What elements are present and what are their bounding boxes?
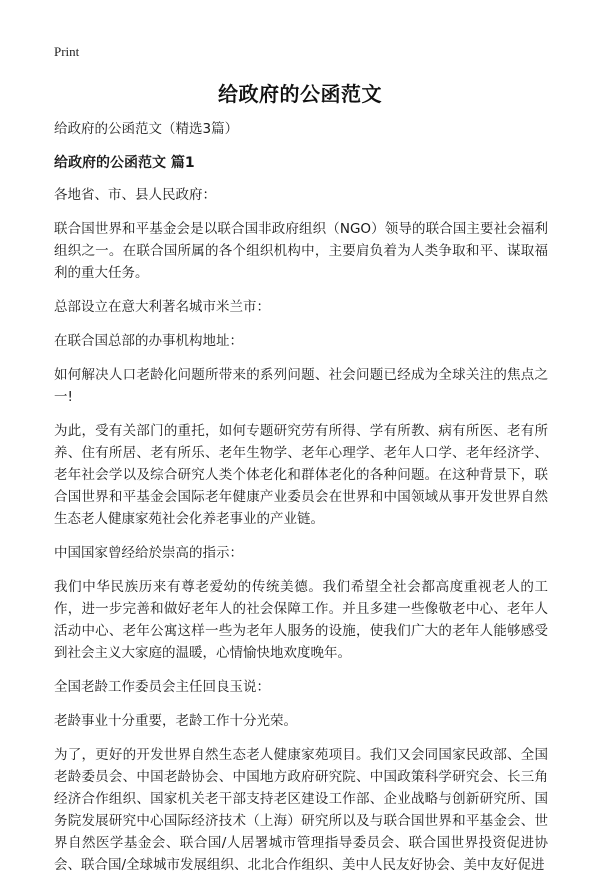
- paragraph: 老龄事业十分重要，老龄工作十分光荣。: [54, 713, 297, 729]
- paragraph: 全国老龄工作委员会主任回良玉说：: [54, 679, 270, 695]
- paragraph: 如何解决人口老龄化问题所带来的系列问题、社会问题已经成为全球关注的焦点之一!: [54, 367, 548, 405]
- paragraph: 为了，更好的开发世界自然生态老人健康家苑项目。我们又会同国家民政部、全国老龄委员会、中国老龄协会、中国地方政府研究院、中国政策科学研究会、长三角经济合作组织、国家机关老干部支持老区建设工作部、企业战略与创新研究所、国务院发展研究中心国际经济技术（上海）研究所以及与联合国世界和平基金会、世界自然医学基金会、联合国/人居署城市管理指导委员会、联合国世界投资促进协会、联合国/全球城市发展组织、北北合作组织、美中人民友好协会、美中友好促进: [54, 747, 548, 873]
- paragraph: 我们中华民族历来有尊老爱幼的传统美德。我们希望全社会都高度重视老人的工作，进一步完善和做好老年人的社会保障工作。并且多建一些像敬老中心、老年人活动中心、老年公寓这样一些为老年人服务的设施，使我们广大的老年人能够感受到社会主义大家庭的温暖，心情愉快地欢度晚年。: [54, 579, 548, 661]
- paragraph: 总部设立在意大利著名城市米兰市：: [54, 299, 270, 315]
- document-subtitle: 给政府的公函范文（精选3篇）: [54, 121, 239, 137]
- section-heading: 给政府的公函范文 篇1: [54, 155, 195, 171]
- paragraph: 中国国家曾经给於崇高的指示：: [54, 545, 243, 561]
- print-label[interactable]: Print: [54, 44, 80, 59]
- paragraph-salutation: 各地省、市、县人民政府：: [54, 187, 216, 203]
- document-title: 给政府的公函范文: [218, 82, 382, 106]
- paragraph: 联合国世界和平基金会是以联合国非政府组织（NGO）领导的联合国主要社会福利组织之一。在联合国所属的各个组织机构中，主要肩负着为人类争取和平、谋取福利的重大任务。: [54, 221, 548, 281]
- paragraph: 为此，受有关部门的重托，如何专题研究劳有所得、学有所教、病有所医、老有所养、住有所居、老有所乐、老年生物学、老年心理学、老年人口学、老年经济学、老年社会学以及综合研究人类个体老化和群体老化的各种问题。在这种背景下，联合国世界和平基金会国际老年健康产业委员会在世界和中国领域从事开发世界自然生态老人健康家苑社会化养老事业的产业链。: [54, 423, 548, 527]
- document-body: [54, 118, 548, 888]
- paragraph: 在联合国总部的办事机构地址：: [54, 333, 243, 349]
